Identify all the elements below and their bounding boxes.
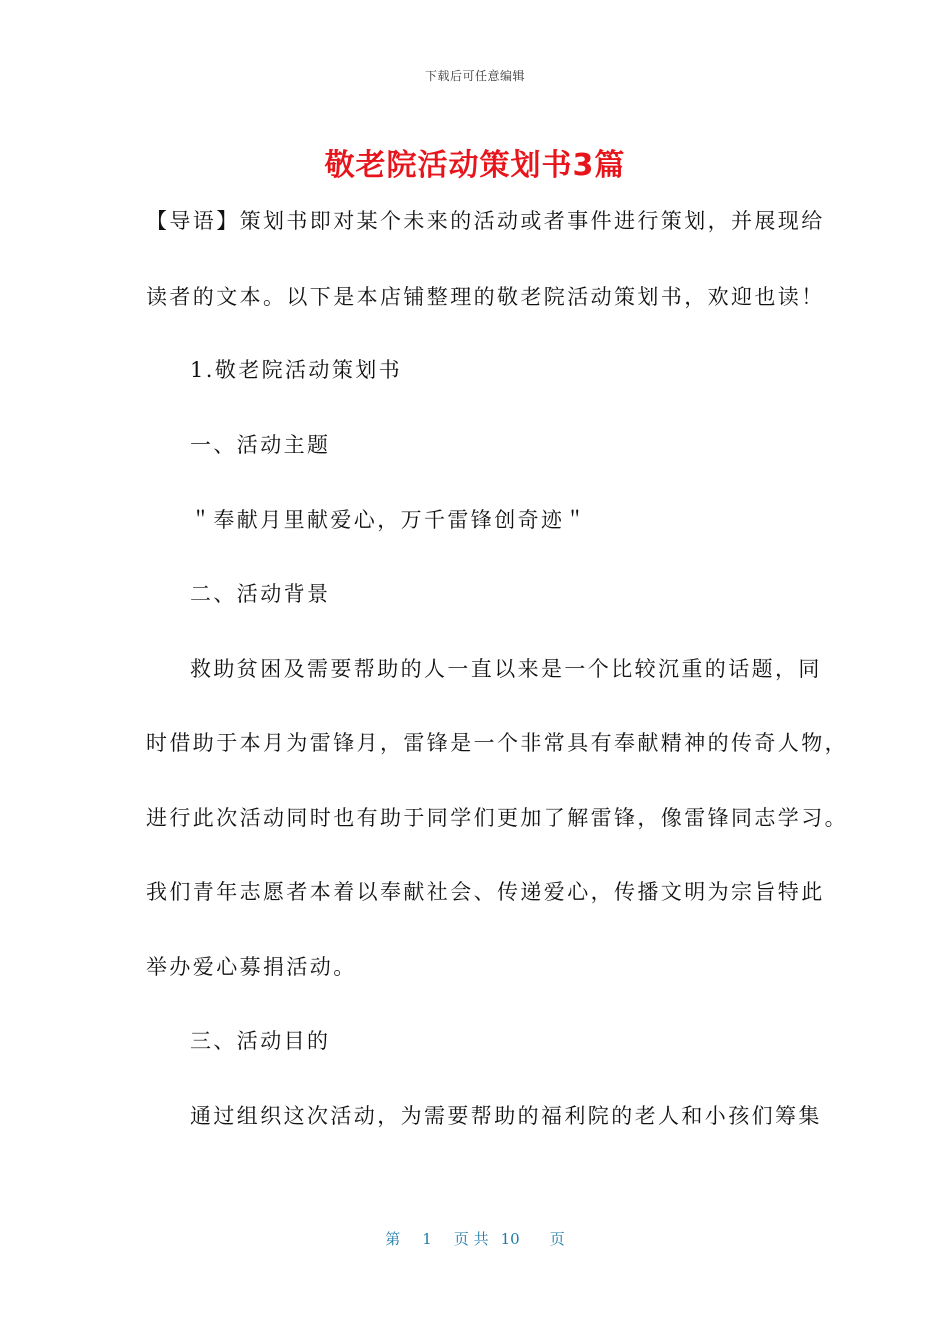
paragraph-line: 读者的文本。以下是本店铺整理的敬老院活动策划书，欢迎也读！ — [146, 285, 825, 309]
page-footer — [0, 1228, 950, 1249]
paragraph-line: 救助贫困及需要帮助的人一直以来是一个比较沉重的话题，同 — [190, 657, 822, 681]
paragraph-line: 进行此次活动同时也有助于同学们更加了解雷锋，像雷锋同志学习。 — [146, 806, 848, 830]
section-heading: 一、活动主题 — [190, 433, 331, 457]
section-heading: 二、活动背景 — [190, 582, 331, 606]
theme-quote: ＂奉献月里献爱心，万千雷锋创奇迹＂ — [190, 508, 588, 532]
footer-page-suffix: 页 — [549, 1230, 565, 1248]
section-heading: 三、活动目的 — [190, 1029, 331, 1053]
paragraph-line: 举办爱心募捐活动。 — [146, 955, 357, 979]
paragraph-line: 时借助于本月为雷锋月，雷锋是一个非常具有奉献精神的传奇人物， — [146, 731, 848, 755]
section-heading: 1.敬老院活动策划书 — [190, 358, 403, 382]
footer-page-label: 第 — [385, 1230, 401, 1248]
paragraph-line: 【导语】策划书即对某个未来的活动或者事件进行策划，并展现给 — [146, 209, 825, 233]
paragraph-line: 我们青年志愿者本着以奉献社会、传递爱心，传播文明为宗旨特此 — [146, 880, 825, 904]
footer-current-page: 1 — [422, 1230, 432, 1248]
footer-total-label: 页 共 — [453, 1230, 489, 1248]
footer-total-pages: 10 — [500, 1230, 520, 1248]
paragraph-line: 通过组织这次活动，为需要帮助的福利院的老人和小孩们筹集 — [190, 1104, 822, 1128]
document-title: 敬老院活动策划书3篇 — [324, 148, 626, 183]
header-note: 下载后可任意编辑 — [424, 69, 525, 83]
